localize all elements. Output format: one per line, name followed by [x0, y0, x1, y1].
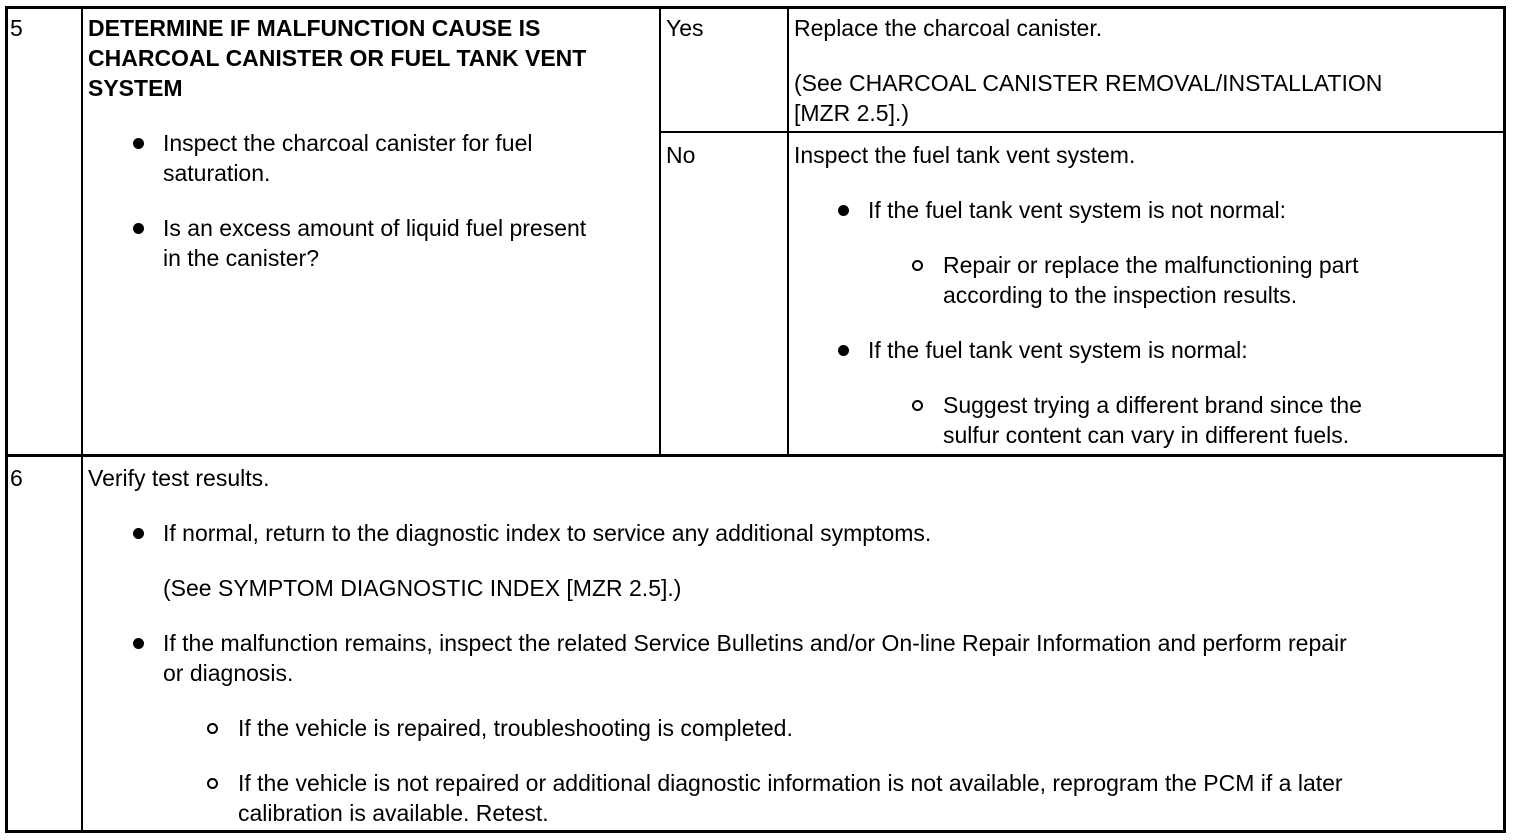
bullet-icon: [133, 638, 144, 649]
check-text: Is an excess amount of liquid fuel present: [163, 215, 587, 241]
circle-bullet-icon: [912, 400, 923, 411]
yes-reference: (See CHARCOAL CANISTER REMOVAL/INSTALLATION: [794, 70, 1383, 96]
col-divider-result: [659, 6, 661, 456]
yes-action: Replace the charcoal canister.: [794, 15, 1103, 41]
yes-label: Yes: [666, 15, 704, 41]
yes-no-divider: [659, 131, 1506, 133]
circle-bullet-icon: [912, 260, 923, 271]
result-subtext: If the vehicle is not repaired or additional diagnostic information is not available, reprogram the PCM if a later: [238, 770, 1343, 796]
result-subtext: If the vehicle is repaired, troubleshooting is completed.: [238, 715, 793, 741]
step-number: 5: [10, 15, 23, 41]
result-subtext: calibration is available. Retest.: [238, 800, 549, 826]
condition-subtext: Repair or replace the malfunctioning part: [943, 252, 1359, 278]
condition-subtext: sulfur content can vary in different fuels.: [943, 422, 1350, 448]
bullet-icon: [133, 223, 144, 234]
col-divider-number: [81, 6, 83, 833]
step-title: DETERMINE IF MALFUNCTION CAUSE IS: [88, 15, 541, 41]
step-number: 6: [10, 465, 23, 491]
check-text: Inspect the charcoal canister for fuel: [163, 130, 533, 156]
circle-bullet-icon: [207, 778, 218, 789]
result-text: or diagnosis.: [163, 660, 294, 686]
step-title: SYSTEM: [88, 75, 183, 101]
bullet-icon: [133, 138, 144, 149]
col-divider-action: [787, 6, 789, 456]
condition-text: If the fuel tank vent system is not normal:: [868, 197, 1287, 223]
condition-subtext: Suggest trying a different brand since the: [943, 392, 1362, 418]
result-reference: (See SYMPTOM DIAGNOSTIC INDEX [MZR 2.5].): [163, 575, 682, 601]
row-divider: [5, 454, 1506, 457]
check-text: saturation.: [163, 160, 271, 186]
result-text: If normal, return to the diagnostic index to service any additional symptoms.: [163, 520, 932, 546]
no-action: Inspect the fuel tank vent system.: [794, 142, 1136, 168]
yes-reference: [MZR 2.5].): [794, 100, 910, 126]
step-title: Verify test results.: [88, 465, 270, 491]
bullet-icon: [838, 205, 849, 216]
condition-subtext: according to the inspection results.: [943, 282, 1298, 308]
check-text: in the canister?: [163, 245, 319, 271]
condition-text: If the fuel tank vent system is normal:: [868, 337, 1248, 363]
bullet-icon: [838, 345, 849, 356]
circle-bullet-icon: [207, 723, 218, 734]
bullet-icon: [133, 528, 144, 539]
no-label: No: [666, 142, 696, 168]
step-title: CHARCOAL CANISTER OR FUEL TANK VENT: [88, 45, 587, 71]
result-text: If the malfunction remains, inspect the related Service Bulletins and/or On-line Repair Information and perform repair: [163, 630, 1347, 656]
